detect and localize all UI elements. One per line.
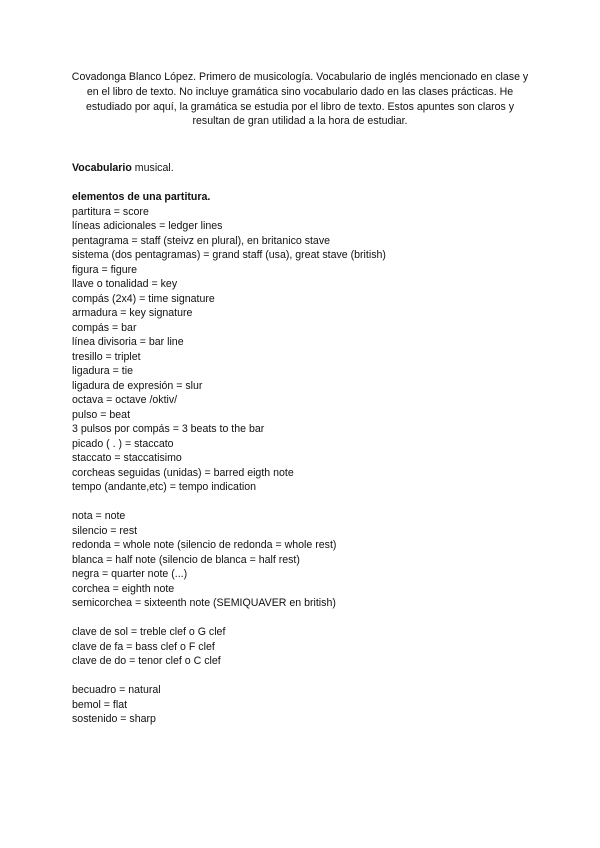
vocab-item: bemol = flat	[72, 698, 128, 711]
blank-line	[72, 176, 542, 191]
vocabulary-heading-rest: musical.	[131, 162, 174, 174]
vocabulary-heading-bold: Vocabulario	[72, 162, 132, 174]
section-title: elementos de una partitura.	[72, 191, 211, 203]
vocab-item: clave de sol = treble clef o G clef	[72, 626, 226, 638]
vocab-item: 3 pulsos por compás = 3 beats to the bar	[72, 423, 265, 435]
vocab-item: armadura = key signature	[72, 307, 193, 319]
vocab-item: sostenido = sharp	[72, 713, 156, 725]
vocab-item: partitura = score	[72, 205, 149, 218]
vocabulary-content	[72, 161, 542, 727]
vocabulary-heading	[72, 161, 542, 176]
vocab-item: compás = bar	[72, 321, 137, 334]
intro-paragraph: Covadonga Blanco López. Primero de musicología. Vocabulario de inglés mencionado en clase y en el libro de texto. No incluye gramática sino vocabulario dado en las clases prácticas. He estudiado por aquí, la gramática se estudia por el libro de texto. Estos apuntes son claros y resultan de gran utilidad a la hora de estudiar.	[71, 71, 529, 128]
blank-line	[72, 495, 542, 510]
vocab-item: tempo (andante,etc) = tempo indication	[72, 481, 257, 493]
vocab-item: líneas adicionales = ledger lines	[72, 220, 223, 232]
vocab-item: clave de fa = bass clef o F clef	[72, 640, 215, 653]
vocab-item: negra = quarter note (...)	[72, 568, 188, 580]
vocab-item: becuadro = natural	[72, 684, 161, 696]
vocab-item: picado ( . ) = staccato	[72, 437, 174, 450]
vocab-item: compás (2x4) = time signature	[72, 292, 215, 305]
vocab-item: staccato = staccatisimo	[72, 452, 182, 464]
vocab-item: ligadura = tie	[72, 365, 133, 377]
vocab-item: pulso = beat	[72, 408, 131, 421]
vocab-item: octava = octave /oktiv/	[72, 394, 178, 406]
blank-line	[72, 611, 542, 626]
vocab-item: línea divisoria = bar line	[72, 336, 184, 348]
vocab-item: pentagrama = staff (steivz en plural), en britanico stave	[72, 234, 331, 247]
vocab-item: semicorchea = sixteenth note (SEMIQUAVER en british)	[72, 597, 336, 609]
vocab-item: redonda = whole note (silencio de redonda = whole rest)	[72, 539, 337, 551]
vocab-item: sistema (dos pentagramas) = grand staff (usa), great stave (british)	[72, 249, 386, 261]
vocab-item: corcheas seguidas (unidas) = barred eigth note	[72, 466, 294, 479]
vocab-item: silencio = rest	[72, 524, 138, 537]
vocab-item: clave de do = tenor clef o C clef	[72, 655, 221, 667]
vocab-item: ligadura de expresión = slur	[72, 379, 203, 392]
vocab-item: tresillo = triplet	[72, 350, 141, 363]
vocab-item: figura = figure	[72, 263, 138, 276]
vocab-item: llave o tonalidad = key	[72, 278, 178, 290]
vocab-item: blanca = half note (silencio de blanca = half rest)	[72, 553, 300, 566]
blank-line	[72, 669, 542, 684]
vocab-item: corchea = eighth note	[72, 582, 175, 595]
vocab-item: nota = note	[72, 510, 126, 522]
